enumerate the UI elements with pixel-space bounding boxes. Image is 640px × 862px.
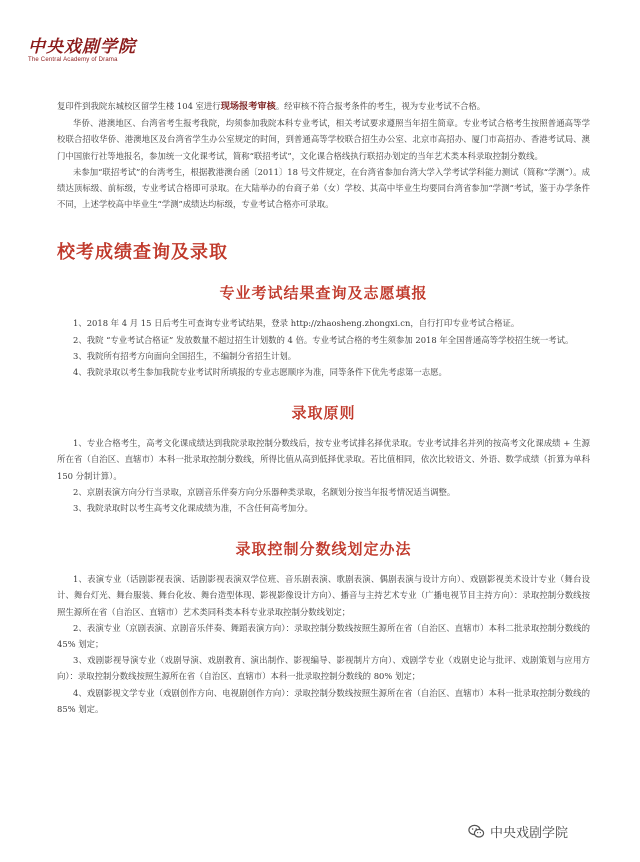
control-title: 录取控制分数线划定办法 bbox=[235, 540, 412, 559]
intro-paragraph-1 bbox=[57, 98, 590, 115]
query-list bbox=[57, 315, 590, 380]
section-title: 校考成绩查询及录取 bbox=[57, 242, 228, 264]
control-item-3: 3、戏剧影视导演专业（戏剧导演、戏剧教育、演出制作、影视编导、影视制片方向）、戏剧学专业（戏剧史论与批评、戏剧策划与应用方向）：录取控制分数线按照生源所在省（自治区、直辖市）本科一批录取控制分数线的 80% 划定； bbox=[57, 655, 590, 682]
wechat-icon bbox=[468, 823, 485, 840]
principle-item-2: 2、京剧表演方向分行当录取，京剧音乐伴奏方向分乐器种类录取，名额划分按当年报考情况适当调整。 bbox=[73, 486, 456, 497]
intro-p1-post: 。经审核不符合报考条件的考生，视为专业考试不合格。 bbox=[275, 101, 486, 111]
control-item-2: 2、表演专业（京剧表演、京剧音乐伴奏、舞蹈表演方向）：录取控制分数线按照生源所在省（自治区、直辖市）本科二批录取控制分数线的 45% 划定； bbox=[57, 622, 590, 650]
wechat-watermark bbox=[468, 822, 568, 841]
control-list bbox=[57, 571, 590, 717]
query-item-2: 2、我院 “专业考试合格证” 发放数量不超过招生计划数的 4 倍。专业考试合格的考生须参加 2018 年全国普通高等学校招生统一考试。 bbox=[73, 334, 574, 345]
intro-paragraph-3: 未参加“联招考试”的台湾考生，根据教港澳台函〔2011〕18 号文件规定，在台湾省参加台湾大学入学考试学科能力测试（简称“学测”）。成绩达顶标级、前标级，专业考试合格即可录取。在大陆举办的台商子弟（女）学校、其高中毕业生均要同台湾省参加“学测”考试，鉴于办学条件不同，上述学校高中毕业生“学测”成绩达均标级，专业考试合格亦可录取。 bbox=[57, 166, 590, 210]
principle-item-1: 1、专业合格考生，高考文化课成绩达到我院录取控制分数线后，按专业考试排名择优录取。专业考试排名并列的按高考文化课成绩 + 生源所在省（自治区、直辖市）本科一批录取控制分数线，所得比值从高到低择优录取。若比值相同，依次比较语文、外语、数学成绩（折算为单科 150 分制计算）。 bbox=[57, 438, 590, 481]
intro-p1-bold: 现场报考审核 bbox=[220, 101, 276, 112]
query-item-3: 3、我院所有招考方向面向全国招生，不编制分省招生计划。 bbox=[73, 350, 297, 361]
main-content bbox=[57, 98, 590, 717]
principle-title: 录取原则 bbox=[291, 404, 356, 423]
control-item-1: 1、表演专业（话剧影视表演、话剧影视表演双学位班、音乐剧表演、歌剧表演、偶剧表演与设计方向）、戏剧影视美术设计专业（舞台设计、舞台灯光、舞台服装、舞台化妆、舞台造型体现、影视影像设计方向）、播音与主持艺术专业（广播电视节目主持方向）：录取控制分数线按照生源所在省（自治区、直辖市）艺术类同科类本科专业录取控制分数线划定； bbox=[57, 574, 590, 617]
intro-p1-pre: 复印件到我院东城校区留学生楼 104 室进行 bbox=[57, 101, 221, 111]
control-item-4: 4、戏剧影视文学专业（戏剧创作方向、电视剧创作方向）：录取控制分数线按照生源所在省（自治区、直辖市）本科一批录取控制分数线的 85% 划定。 bbox=[57, 687, 590, 714]
logo bbox=[28, 38, 178, 63]
logo-chinese: 中央戏剧学院 bbox=[28, 37, 136, 57]
principle-item-3: 3、我院录取时以考生高考文化课成绩为准，不含任何高考加分。 bbox=[73, 503, 313, 514]
query-title: 专业考试结果查询及志愿填报 bbox=[219, 284, 428, 303]
query-item-1: 1、2018 年 4 月 15 日后考生可查询专业考试结果，登录 http://zhaosheng.zhongxi.cn，自行打印专业考试合格证。 bbox=[73, 318, 520, 329]
intro-paragraph-2: 华侨、港澳地区、台湾省考生报考我院，均须参加我院本科专业考试，相关考试要求遵照当年招生简章。专业考试合格考生按照普通高等学校联合招收华侨、港澳地区及台湾省学生办公室规定的时间，到普通高等学校联合招生办公室、北京市高招办、厦门市高招办、香港考试局、澳门中国旅行社等地报名，参加统一文化课考试，简称“联招考试”，文化课合格线执行联招办划定的当年艺术类本科录取控制分数线。 bbox=[57, 118, 590, 161]
query-item-4: 4、我院录取以考生参加我院专业考试时所填报的专业志愿顺序为准，同等条件下优先考虑第一志愿。 bbox=[73, 367, 447, 378]
principle-list bbox=[57, 435, 590, 516]
logo-english: The Central Academy of Drama bbox=[28, 57, 118, 63]
watermark-text: 中央戏剧学院 bbox=[490, 826, 569, 841]
